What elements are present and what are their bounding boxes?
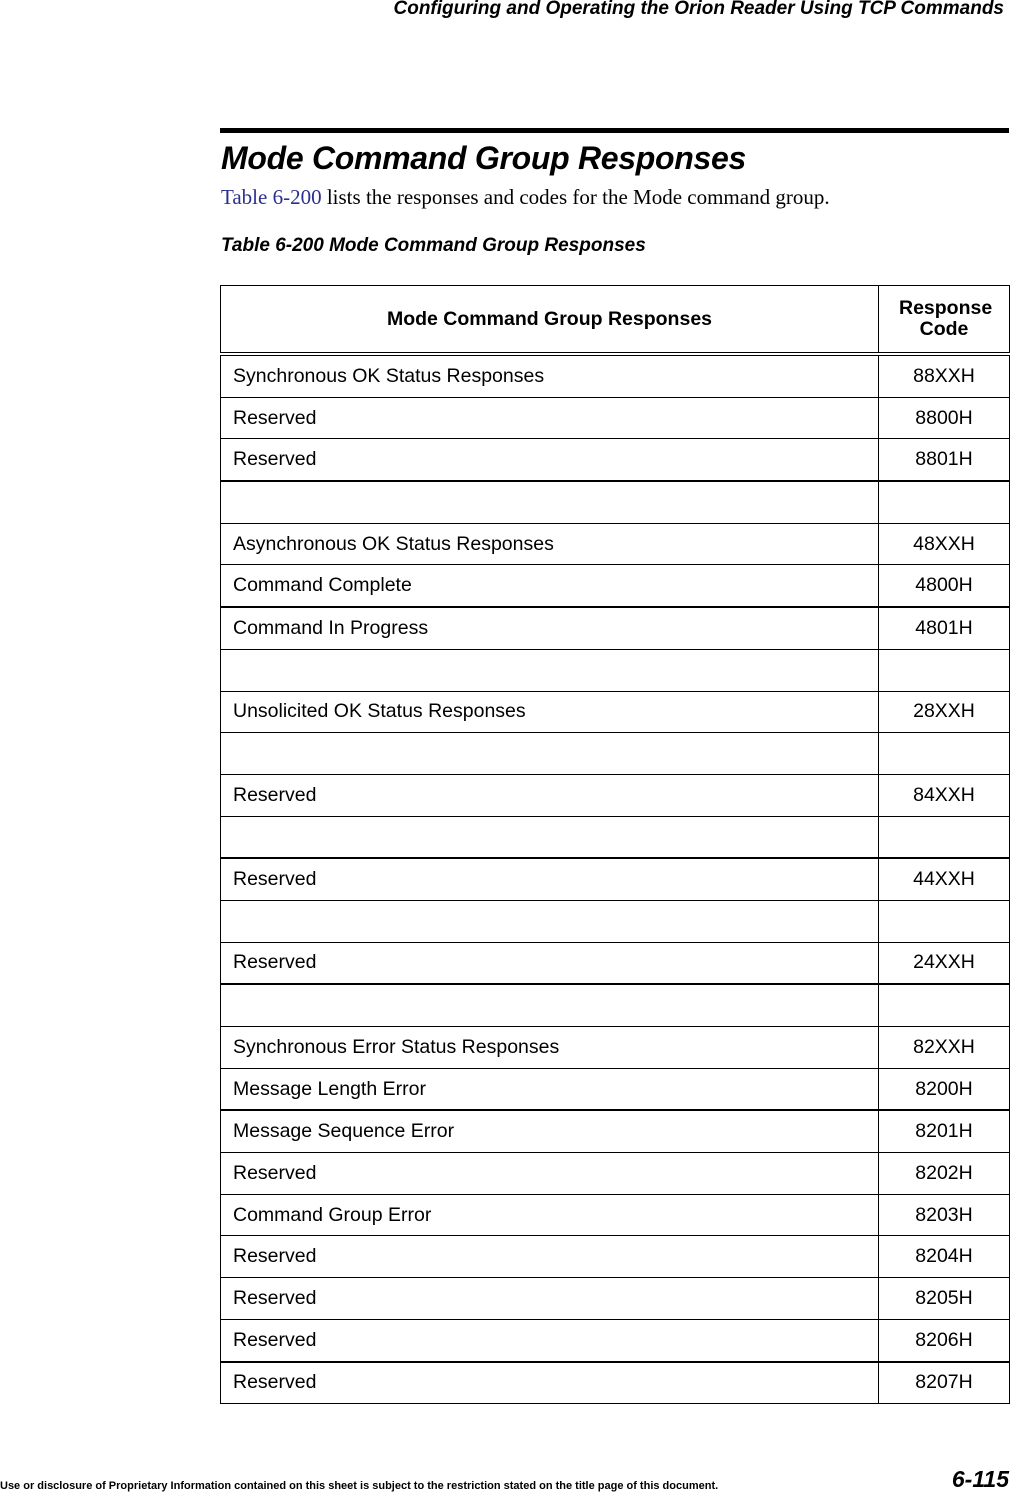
response-name xyxy=(221,984,879,1026)
table-link[interactable]: Table 6-200 xyxy=(221,185,322,209)
section-rule xyxy=(220,128,1009,133)
table-row xyxy=(221,900,1010,942)
response-name: Reserved xyxy=(221,1319,879,1361)
response-name: Asynchronous OK Status Responses xyxy=(221,523,879,565)
response-code: 24XXH xyxy=(879,942,1010,984)
response-code: 88XXH xyxy=(879,354,1010,397)
response-name xyxy=(221,816,879,858)
intro-text: lists the responses and codes for the Mode command group. xyxy=(321,185,830,209)
responses-table xyxy=(220,285,1010,1404)
intro-paragraph xyxy=(221,185,830,210)
response-name: Command Complete xyxy=(221,565,879,607)
response-name: Command Group Error xyxy=(221,1194,879,1236)
response-name: Reserved xyxy=(221,942,879,984)
header-response-code xyxy=(879,286,1010,355)
response-name: Reserved xyxy=(221,774,879,816)
table-row xyxy=(221,439,1010,481)
table-row xyxy=(221,1362,1010,1404)
response-name xyxy=(221,900,879,942)
table-row xyxy=(221,397,1010,439)
table-caption: Table 6-200 Mode Command Group Responses xyxy=(221,235,646,256)
response-code: 82XXH xyxy=(879,1027,1010,1069)
table-row xyxy=(221,523,1010,565)
response-name: Reserved xyxy=(221,1278,879,1320)
response-name: Reserved xyxy=(221,1153,879,1195)
table-row xyxy=(221,649,1010,691)
response-code: 8200H xyxy=(879,1068,1010,1110)
response-name: Reserved xyxy=(221,858,879,900)
response-name xyxy=(221,733,879,775)
table-row xyxy=(221,733,1010,775)
response-code: 44XXH xyxy=(879,858,1010,900)
response-code: 8201H xyxy=(879,1110,1010,1152)
table-row xyxy=(221,607,1010,649)
response-name xyxy=(221,649,879,691)
table-header-row xyxy=(221,286,1010,355)
table-row xyxy=(221,984,1010,1026)
table-body xyxy=(221,354,1010,1404)
response-name: Reserved xyxy=(221,397,879,439)
response-code xyxy=(879,816,1010,858)
table-row xyxy=(221,1236,1010,1278)
table-row xyxy=(221,942,1010,984)
response-code: 28XXH xyxy=(879,691,1010,733)
response-name: Message Sequence Error xyxy=(221,1110,879,1152)
table-row xyxy=(221,565,1010,607)
response-code: 8205H xyxy=(879,1278,1010,1320)
response-code: 8207H xyxy=(879,1362,1010,1404)
response-name: Synchronous Error Status Responses xyxy=(221,1027,879,1069)
response-code: 4801H xyxy=(879,607,1010,649)
response-name: Synchronous OK Status Responses xyxy=(221,354,879,397)
table-row xyxy=(221,858,1010,900)
table-row xyxy=(221,1278,1010,1320)
response-code xyxy=(879,481,1010,523)
response-code: 8800H xyxy=(879,397,1010,439)
response-code xyxy=(879,649,1010,691)
table-row xyxy=(221,481,1010,523)
response-code: 4800H xyxy=(879,565,1010,607)
response-name: Reserved xyxy=(221,439,879,481)
table-row xyxy=(221,354,1010,397)
running-head: Configuring and Operating the Orion Reader Using TCP Commands xyxy=(393,0,1004,19)
table-row xyxy=(221,1110,1010,1152)
header-response-code-label: Response Code xyxy=(899,297,993,340)
table-row xyxy=(221,691,1010,733)
response-code: 84XXH xyxy=(879,774,1010,816)
response-name: Message Length Error xyxy=(221,1068,879,1110)
response-code xyxy=(879,733,1010,775)
response-code: 48XXH xyxy=(879,523,1010,565)
response-code: 8203H xyxy=(879,1194,1010,1236)
response-name: Reserved xyxy=(221,1236,879,1278)
table-row xyxy=(221,1194,1010,1236)
table-row xyxy=(221,1153,1010,1195)
table-row xyxy=(221,1027,1010,1069)
response-name: Reserved xyxy=(221,1362,879,1404)
section-title: Mode Command Group Responses xyxy=(221,140,746,176)
response-name xyxy=(221,481,879,523)
response-name: Unsolicited OK Status Responses xyxy=(221,691,879,733)
table-row xyxy=(221,774,1010,816)
table-row xyxy=(221,1068,1010,1110)
response-code: 8801H xyxy=(879,439,1010,481)
response-code: 8202H xyxy=(879,1153,1010,1195)
response-code: 8204H xyxy=(879,1236,1010,1278)
table-row xyxy=(221,1319,1010,1361)
table-row xyxy=(221,816,1010,858)
response-code: 8206H xyxy=(879,1319,1010,1361)
response-name: Command In Progress xyxy=(221,607,879,649)
page-number: 6-115 xyxy=(951,1466,1009,1492)
footer-notice: Use or disclosure of Proprietary Information contained on this sheet is subject to the restriction stated on the title page of this document. xyxy=(0,1480,719,1492)
response-code xyxy=(879,900,1010,942)
header-responses: Mode Command Group Responses xyxy=(221,286,879,355)
response-code xyxy=(879,984,1010,1026)
